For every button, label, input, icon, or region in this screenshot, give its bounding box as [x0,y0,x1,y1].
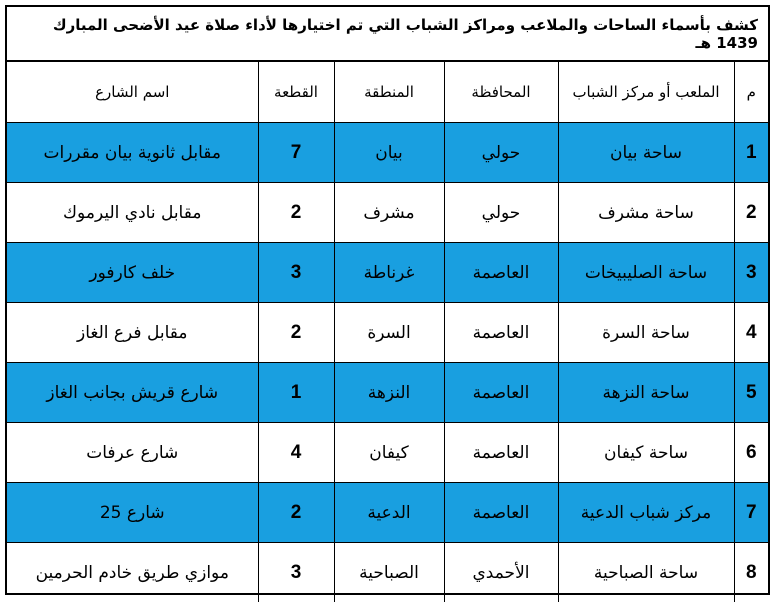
cell-num: 8 [734,543,768,602]
cell-governorate: حولي [444,123,558,183]
table-row [7,543,768,602]
cell-street: مقابل فرع الغاز [7,303,258,363]
cell-block: 4 [258,423,334,483]
cell-area: الدعية [334,483,444,543]
cell-venue: ساحة النزهة [558,363,734,423]
cell-num: 6 [734,423,768,483]
cell-street: خلف كارفور [7,243,258,303]
venues-table [7,62,768,602]
cell-governorate: العاصمة [444,303,558,363]
col-header-governorate: المحافظة [444,62,558,123]
table-row [7,243,768,303]
cell-venue: ساحة كيفان [558,423,734,483]
cell-governorate: الأحمدي [444,543,558,602]
col-header-venue: الملعب أو مركز الشباب [558,62,734,123]
cell-area: الصباحية [334,543,444,602]
cell-area: مشرف [334,183,444,243]
cell-street: شارع 25 [7,483,258,543]
table-row [7,303,768,363]
cell-block: 7 [258,123,334,183]
col-header-street: اسم الشارع [7,62,258,123]
document-frame [5,5,770,595]
cell-governorate: حولي [444,183,558,243]
table-row [7,363,768,423]
table-row [7,423,768,483]
cell-street: مقابل ثانوية بيان مقررات [7,123,258,183]
cell-street: مقابل نادي اليرموك [7,183,258,243]
cell-governorate: العاصمة [444,363,558,423]
cell-governorate: العاصمة [444,243,558,303]
cell-area: غرناطة [334,243,444,303]
cell-area: كيفان [334,423,444,483]
cell-area: السرة [334,303,444,363]
col-header-area: المنطقة [334,62,444,123]
cell-block: 1 [258,363,334,423]
col-header-block: القطعة [258,62,334,123]
cell-num: 7 [734,483,768,543]
cell-num: 4 [734,303,768,363]
cell-block: 3 [258,543,334,602]
cell-venue: ساحة السرة [558,303,734,363]
cell-num: 1 [734,123,768,183]
page-title: كشف بأسماء الساحات والملاعب ومراكز الشباب التي تم اختيارها لأداء صلاة عيد الأضحى المبارك 1439 هـ [7,7,768,62]
cell-street: شارع عرفات [7,423,258,483]
cell-block: 2 [258,183,334,243]
cell-num: 3 [734,243,768,303]
cell-street: شارع قريش بجانب الغاز [7,363,258,423]
cell-num: 2 [734,183,768,243]
cell-street: موازي طريق خادم الحرمين [7,543,258,602]
cell-venue: مركز شباب الدعية [558,483,734,543]
cell-venue: ساحة بيان [558,123,734,183]
cell-venue: ساحة مشرف [558,183,734,243]
col-header-num: م [734,62,768,123]
cell-num: 5 [734,363,768,423]
table-row [7,183,768,243]
cell-governorate: العاصمة [444,423,558,483]
cell-area: النزهة [334,363,444,423]
cell-block: 2 [258,303,334,363]
cell-venue: ساحة الصليبيخات [558,243,734,303]
cell-area: بيان [334,123,444,183]
table-row [7,483,768,543]
header-row [7,62,768,123]
cell-block: 3 [258,243,334,303]
cell-governorate: العاصمة [444,483,558,543]
cell-block: 2 [258,483,334,543]
table-row [7,123,768,183]
cell-venue: ساحة الصباحية [558,543,734,602]
